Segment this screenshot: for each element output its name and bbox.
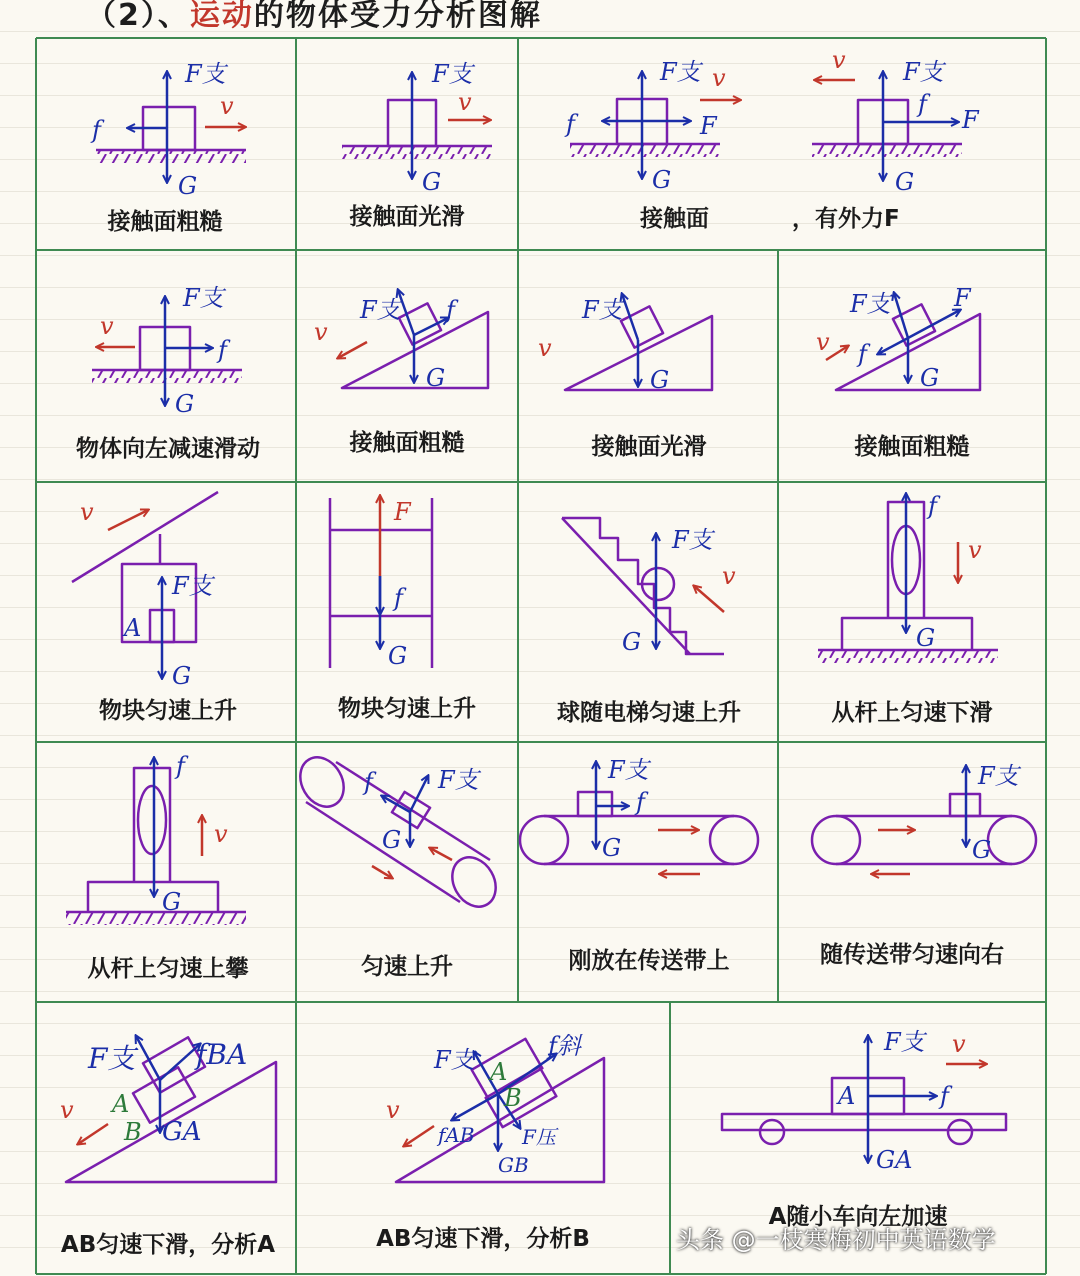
label-G: G [622, 628, 642, 656]
label-G: G [162, 888, 182, 916]
roller [444, 849, 505, 914]
caption-5: 接触面粗糙 [349, 430, 465, 456]
label-F_support: F支 [434, 1046, 475, 1074]
label-A: A [124, 614, 142, 642]
label-v: v [214, 820, 228, 848]
label-G: G [650, 366, 670, 394]
velocity-arrow [404, 1126, 434, 1146]
page-title: （2）、运动的物体受力分析图解 [86, 0, 542, 33]
label-F_support: F支 [850, 290, 891, 318]
wheel [760, 1120, 784, 1144]
label-F_support: F支 [903, 58, 944, 86]
label-f: f [446, 296, 455, 324]
caption-13: 匀速上升 [361, 954, 453, 980]
label-G: G [920, 364, 940, 392]
label-f: f [918, 90, 927, 118]
velocity-arrow [694, 586, 724, 612]
caption-16: AB匀速下滑，分析A [60, 1232, 276, 1258]
force-arrow [908, 310, 960, 338]
label-f: f [636, 788, 645, 816]
label-f_incline: f斜 [548, 1032, 581, 1060]
label-G: G [916, 624, 936, 652]
label-G: G [175, 390, 195, 418]
label-A: A [838, 1082, 856, 1110]
label-f: f [566, 110, 575, 138]
label-F: F [394, 498, 411, 526]
label-F_support: F支 [185, 60, 226, 88]
caption-3b: ，有外力F [792, 206, 900, 232]
caption-2: 接触面光滑 [349, 204, 465, 230]
label-F_support: F支 [608, 756, 649, 784]
label-f: f [92, 116, 101, 144]
label-f: f [394, 584, 403, 612]
ground-hatch [342, 147, 492, 159]
wheel [948, 1120, 972, 1144]
ground-hatch [818, 651, 998, 663]
force-arrow [878, 338, 908, 354]
label-f: f [928, 492, 937, 520]
label-v: v [60, 1096, 74, 1124]
label-F: F [954, 284, 971, 312]
caption-6: 接触面光滑 [591, 434, 707, 460]
label-F_support: F支 [582, 296, 623, 324]
label-F: F [962, 106, 979, 134]
label-F_support: F支 [172, 572, 213, 600]
label-v: v [816, 328, 830, 356]
caption-15: 随传送带匀速向右 [820, 942, 1004, 968]
label-F_support: F支 [438, 766, 479, 794]
force-arrow [410, 776, 428, 812]
velocity-arrow [338, 342, 367, 358]
label-v: v [80, 498, 94, 526]
label-v: v [314, 318, 328, 346]
caption-7: 接触面粗糙 [854, 434, 970, 460]
label-f: f [218, 336, 227, 364]
roller [138, 786, 166, 854]
ground-hatch [96, 151, 246, 163]
label-f_BA: fBA [196, 1038, 248, 1071]
label-v: v [538, 334, 552, 362]
label-F_support: F支 [360, 296, 401, 324]
label-v: v [832, 46, 846, 74]
caption-1: 接触面粗糙 [107, 209, 223, 235]
force-arrow [894, 293, 908, 338]
objects [66, 99, 1036, 1182]
label-G: G [602, 834, 622, 862]
force-arrow [382, 796, 410, 812]
caption-10: 球随电梯匀速上升 [557, 700, 741, 726]
force-arrow [622, 294, 638, 340]
label-v: v [386, 1096, 400, 1124]
caption-11: 从杆上匀速下滑 [831, 700, 993, 726]
label-F_support: F支 [183, 284, 224, 312]
caption-4: 物体向左减速滑动 [76, 436, 260, 462]
wheel [520, 816, 568, 864]
velocity-arrow [78, 1124, 108, 1144]
label-F_support: F支 [978, 762, 1019, 790]
label-v: v [100, 312, 114, 340]
label-v: v [712, 64, 726, 92]
label-F: F [700, 112, 717, 140]
label-A: A [490, 1058, 508, 1086]
caption-9: 物块匀速上升 [338, 696, 476, 722]
wheel [710, 816, 758, 864]
label-G: G [422, 168, 442, 196]
label-B: B [124, 1118, 142, 1146]
force-arrow [414, 318, 448, 335]
label-v: v [952, 1030, 966, 1058]
label-A: A [112, 1090, 130, 1118]
roller [292, 749, 353, 814]
caption-14: 刚放在传送带上 [568, 948, 730, 974]
label-G: G [652, 166, 672, 194]
caption-3a: 接触面 [640, 206, 709, 232]
label-v: v [458, 88, 472, 116]
label-G_A: GA [876, 1146, 913, 1174]
label-f: f [364, 768, 373, 796]
label-G: G [172, 662, 192, 690]
caption-8: 物块匀速上升 [99, 698, 237, 724]
wheel [988, 816, 1036, 864]
label-F_press: F压 [522, 1125, 556, 1149]
label-B: B [504, 1084, 522, 1112]
ground-hatch [92, 371, 242, 383]
label-v: v [722, 562, 736, 590]
label-f_AB: fAB [438, 1123, 475, 1147]
label-F_support: F支 [432, 60, 473, 88]
label-G_B: GB [498, 1153, 529, 1177]
velocity-arrow [430, 848, 452, 860]
label-G: G [972, 836, 992, 864]
ground-hatch [66, 913, 246, 925]
caption-17: AB匀速下滑，分析B [376, 1226, 590, 1252]
label-f: f [176, 752, 185, 780]
label-F_support: F支 [672, 526, 713, 554]
label-v: v [220, 92, 234, 120]
watermark: 头条 @一枝寒梅初中英语数学 [676, 1226, 996, 1254]
label-G: G [178, 172, 198, 200]
ground-hatch [812, 145, 962, 157]
ground-hatch [570, 145, 720, 157]
label-G: G [382, 826, 402, 854]
label-F_support: F支 [660, 58, 701, 86]
caption-12: 从杆上匀速上攀 [87, 956, 249, 982]
velocity-arrow [372, 866, 392, 878]
label-G_A: GA [162, 1117, 202, 1147]
label-G: G [895, 168, 915, 196]
caption-18: A随小车向左加速 [768, 1204, 948, 1230]
label-G: G [388, 642, 408, 670]
label-F_support: F支 [884, 1028, 925, 1056]
label-G: G [426, 364, 446, 392]
velocity-arrow [108, 510, 148, 530]
label-f: f [858, 340, 867, 368]
label-f: f [940, 1082, 949, 1110]
label-v: v [968, 536, 982, 564]
wheel [812, 816, 860, 864]
label-F_support: F支 [88, 1042, 136, 1075]
